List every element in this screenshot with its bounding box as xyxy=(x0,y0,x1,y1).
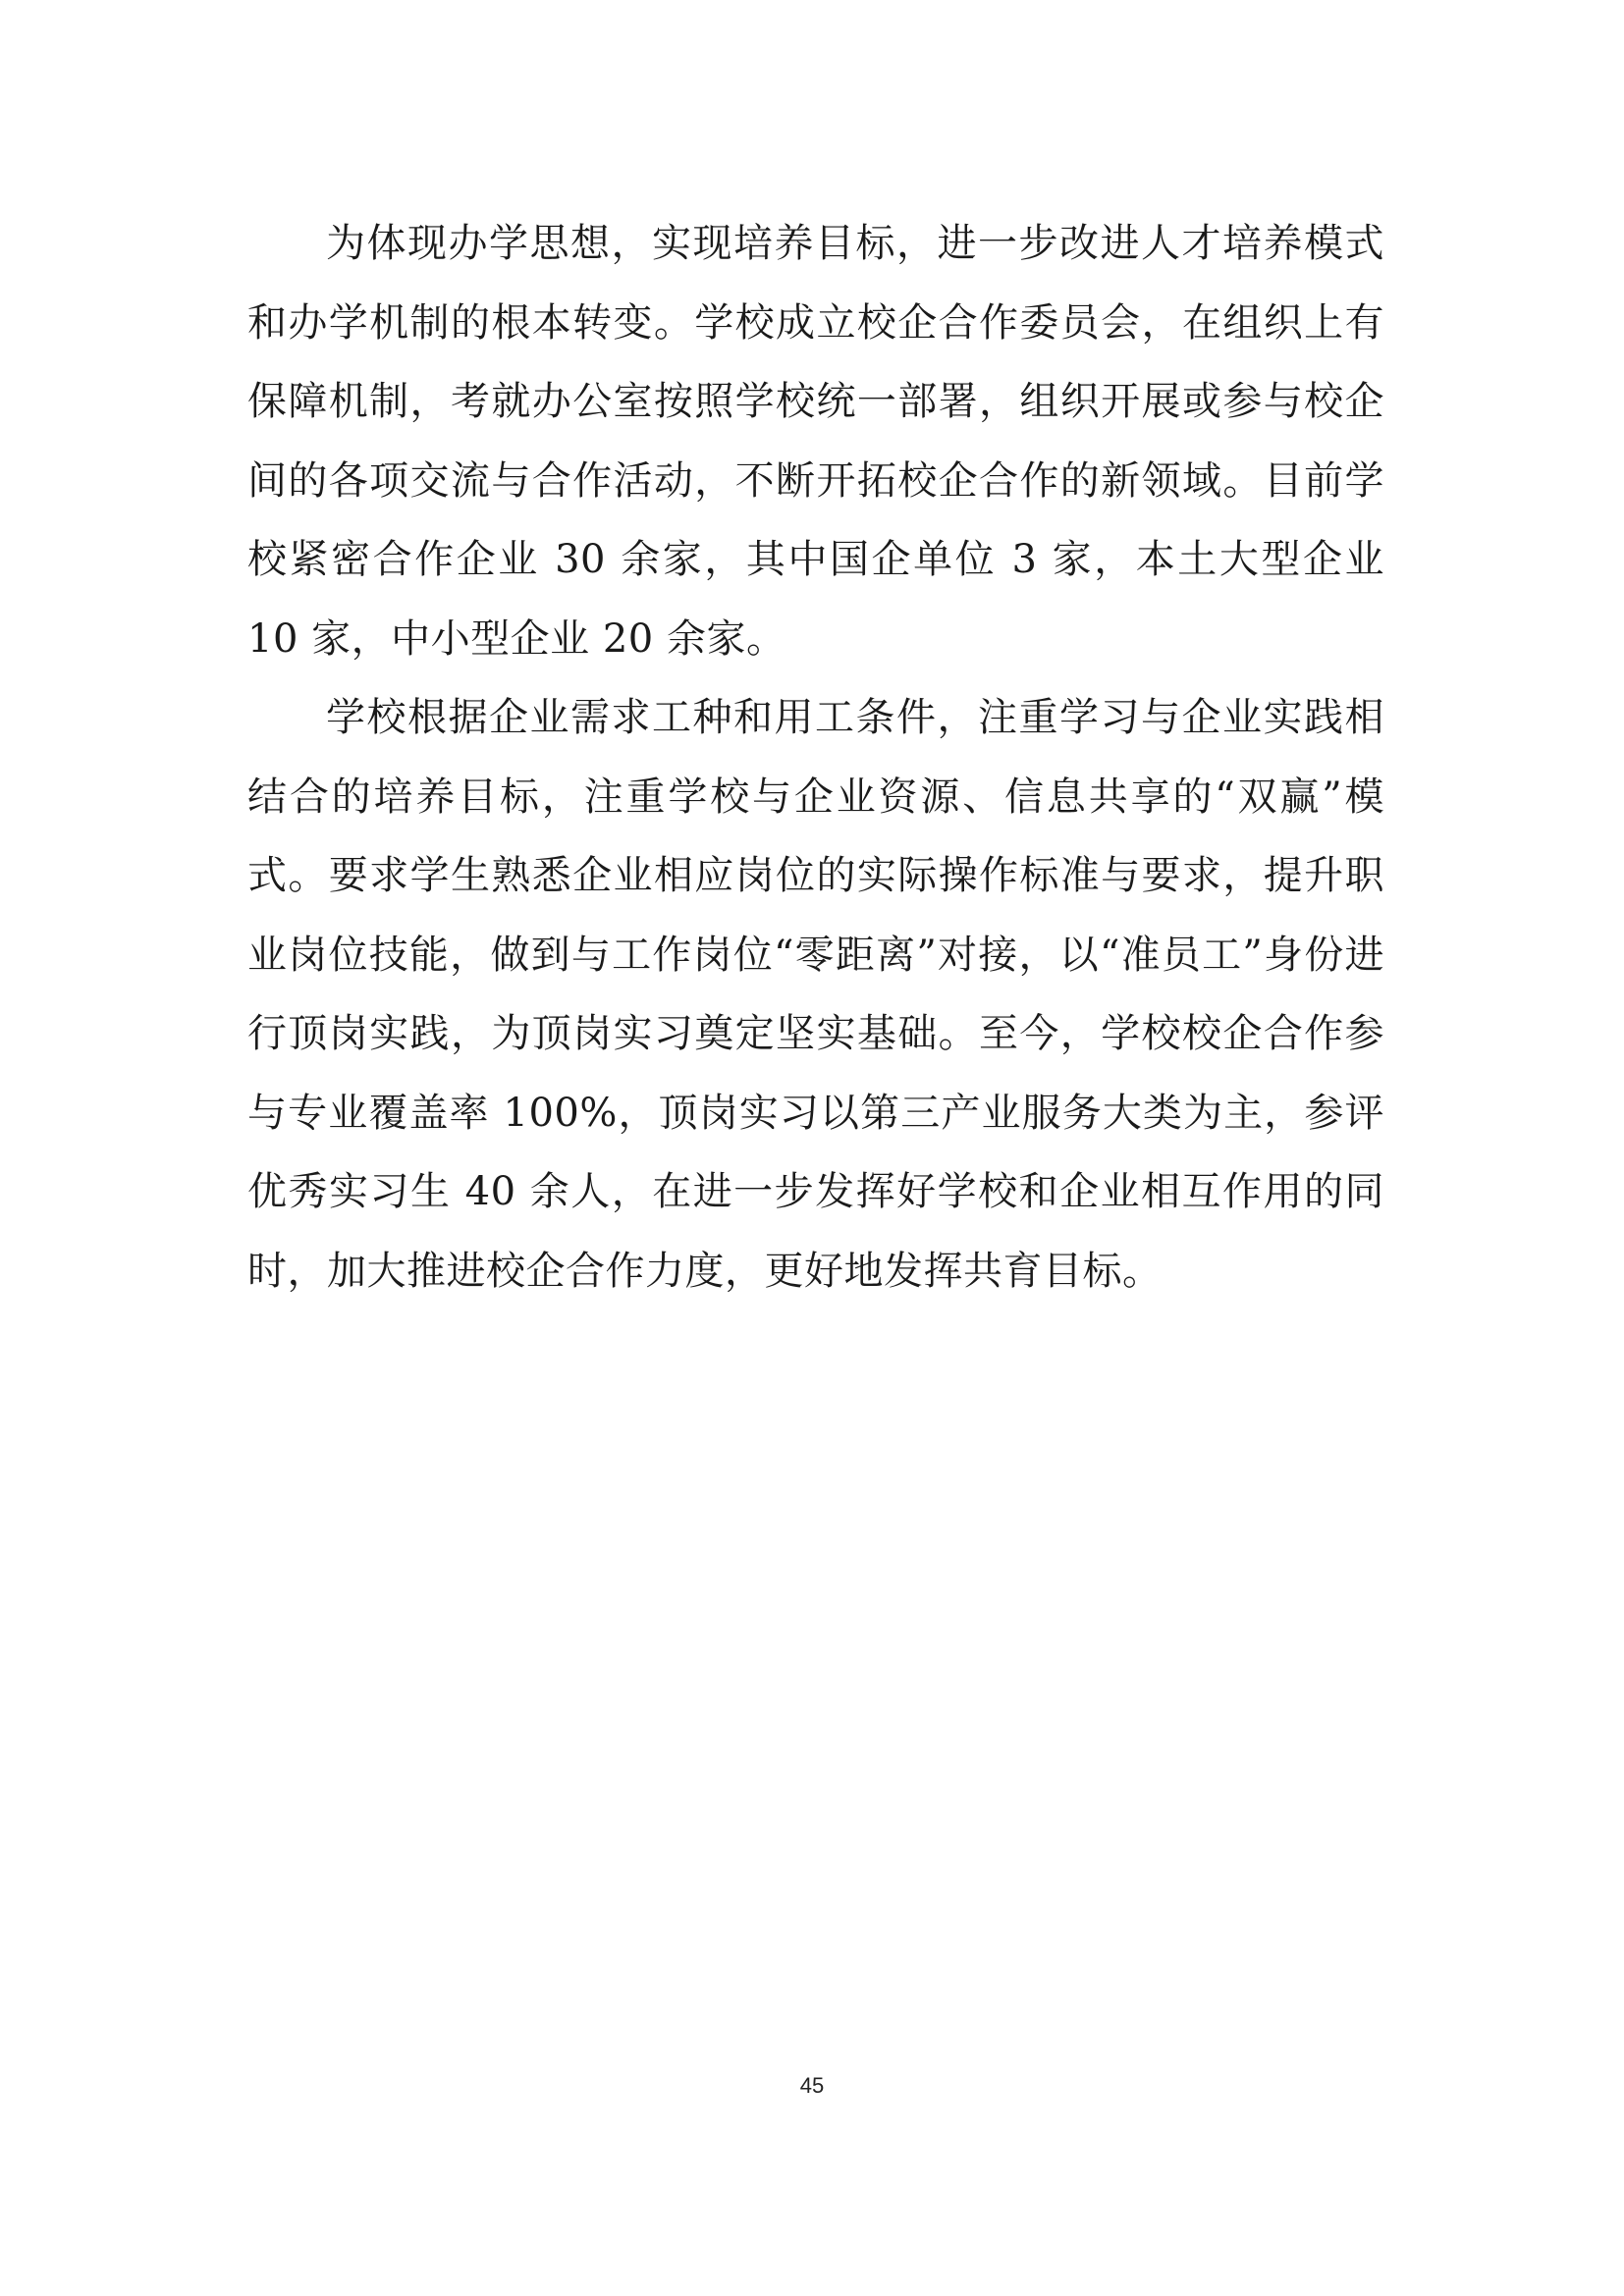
paragraph-training-model: 学校根据企业需求工种和用工条件，注重学习与企业实践相结合的培养目标，注重学校与企业资源、信息共享的“双赢”模式。要求学生熟悉企业相应岗位的实际操作标准与要求，提升职业岗位技能，做到与工作岗位“零距离”对接，以“准员工”身份进行顶岗实践，为顶岗实习奠定坚实基础。至今，学校校企合作参与专业覆盖率 100%，顶岗实习以第三产业服务大类为主，参评优秀实习生 40 余人，在进一步发挥好学校和企业相互作用的同时，加大推进校企合作力度，更好地发挥共育目标。 xyxy=(247,695,1384,1294)
paragraph-school-enterprise-committee: 为体现办学思想，实现培养目标，进一步改进人才培养模式和办学机制的根本转变。学校成立校企合作委员会，在组织上有保障机制，考就办公室按照学校统一部署，组织开展或参与校企间的各项交流与合作活动，不断开拓校企合作的新领域。目前学校紧密合作企业 30 余家，其中国企单位 3 家，本土大型企业 10 家，中小型企业 20 余家。 xyxy=(247,221,1384,662)
page-number: 45 xyxy=(799,2073,825,2098)
body-text xyxy=(247,204,1384,1310)
